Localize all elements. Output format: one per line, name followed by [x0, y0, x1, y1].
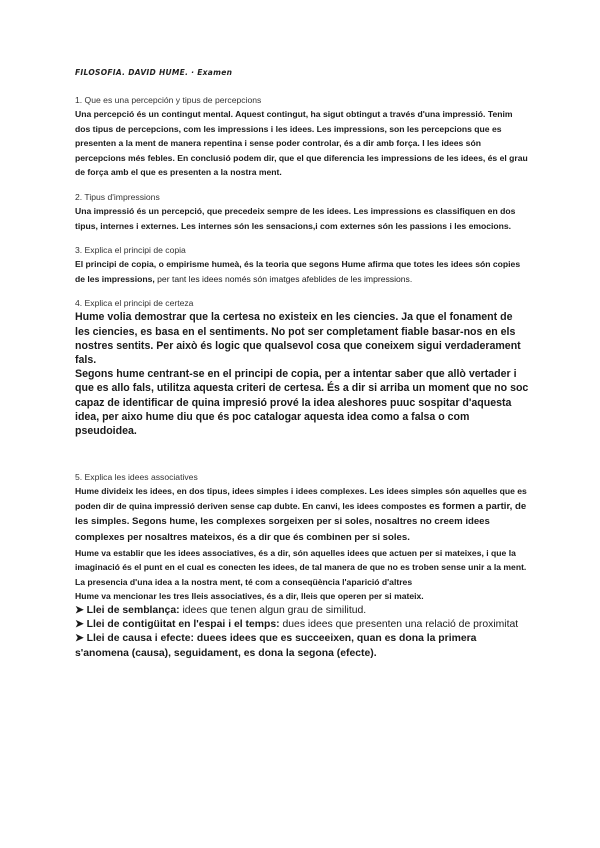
answer-3-light: per tant les idees només són imatges afeblides de les impressions. [154, 273, 413, 284]
answer-5-paragraph-1 [75, 484, 530, 545]
law-item-head: ➤ Llei de causa i efecte: [75, 633, 195, 645]
question-4: 4. Explica el principi de certeza [75, 298, 194, 309]
law-item [75, 618, 530, 632]
section-3 [75, 245, 530, 286]
answer-2: Una impressió és un percepció, que precedeix sempre de les idees. Les impressions es classifiquen en dos tipus, internes i externes. Les internes són les sensacions,i com externes són les passions i les emocions. [75, 205, 516, 231]
section-5 [75, 472, 530, 661]
answer-1: Una percepció és un contingut mental. Aquest contingut, ha sigut obtingut a través d'una impressió. Tenim dos tipus de percepcions, com les impressions i les idees. Les impressions, son les percepcions que es presenten a la ment de manera repentina i sense poder controlar, és a dir amb força. I les idees són percepcions més febles. En conclusió podem dir, que el que diferencia les impressions de les idees, és el grau de força amb el que es presenten a la nostra ment. [75, 109, 528, 178]
law-item-text: duees idees que es succeeixen, quan es dona la primera s'anomena (causa), seguidament, es dona la segona (efecte). [75, 633, 477, 659]
question-5: 5. Explica les idees associatives [75, 472, 198, 483]
law-item-head: ➤ Llei de semblança: [75, 604, 180, 616]
answer-4-paragraph-1: Hume volia demostrar que la certesa no existeix en les ciencies. Ja que el fonament de les ciencies, es basa en el sentiments. No pot ser completament fiable basar-nos en els nostres sentits. Per això és logic que qualsevol cosa que coneixem sigui verdaderament fals. [75, 311, 521, 366]
answer-5-paragraph-2: Hume va establir que les idees associatives, és a dir, són aquelles idees que actuen per si mateixes, i que la imaginació és el punt en el cual es conecten les idees, de tal manera de que no es troben sense unir a la ment. La presencia d'una idea a la nostra ment, té com a conseqüència l'aparició d'altres [75, 547, 527, 587]
answer-4-paragraph-2: Segons hume centrant-se en el principi de copia, per a intentar saber que allò vertader i que es allo fals, utilitza aquesta criteri de certesa. És a dir si arriba un moment que no soc capaz de identificar de quina impresió prové la idea aleshores puuc sospitar d'aquesta idea, per aixo hume diu que és poc catalogar aquesta idea como a falsa o com pseudoidea. [75, 368, 529, 437]
section-4 [75, 298, 530, 438]
question-2: 2. Tipus d'impressions [75, 191, 160, 202]
law-item [75, 632, 530, 660]
answer-5-paragraph-3: Hume va mencionar les tres lleis associatives, és a dir, lleis que operen per si mateix. [75, 591, 424, 602]
section-1 [75, 95, 530, 180]
answer-3-bold: El principi de copia, o empirisme humeà, és la teoria que segons Hume afirma que totes les idees són copies de les impressions, [75, 259, 521, 284]
answer-3 [75, 257, 530, 286]
document-title: FILOSOFIA. DAVID HUME. · Examen [75, 68, 233, 77]
answer-5-p1a: Hume divideix les idees, en dos tipus, idees simples i idees complexes. Les idees simples són aquelles que es poden dir de quina impressió deriven sense cap dubte. En canvi, les idees compostes [75, 486, 527, 511]
law-item-text: dues idees que presenten una relació de proximitat [279, 619, 519, 631]
law-item [75, 604, 530, 618]
answer-5-p1b: es formen a partir, de les simples. Segons hume, les complexes sorgeixen per si soles, nosaltres no creem idees complexes per nosaltres mateixos, és a dir que és combinen per si soles. [75, 500, 527, 543]
question-3: 3. Explica el principi de copia [75, 245, 186, 256]
question-1: 1. Que es una percepción y tipus de percepcions [75, 95, 262, 105]
law-item-text: idees que tenen algun grau de similitud. [179, 604, 367, 616]
law-item-head: ➤ Llei de contigüitat en l'espai i el temps: [75, 619, 280, 631]
section-2 [75, 192, 530, 233]
